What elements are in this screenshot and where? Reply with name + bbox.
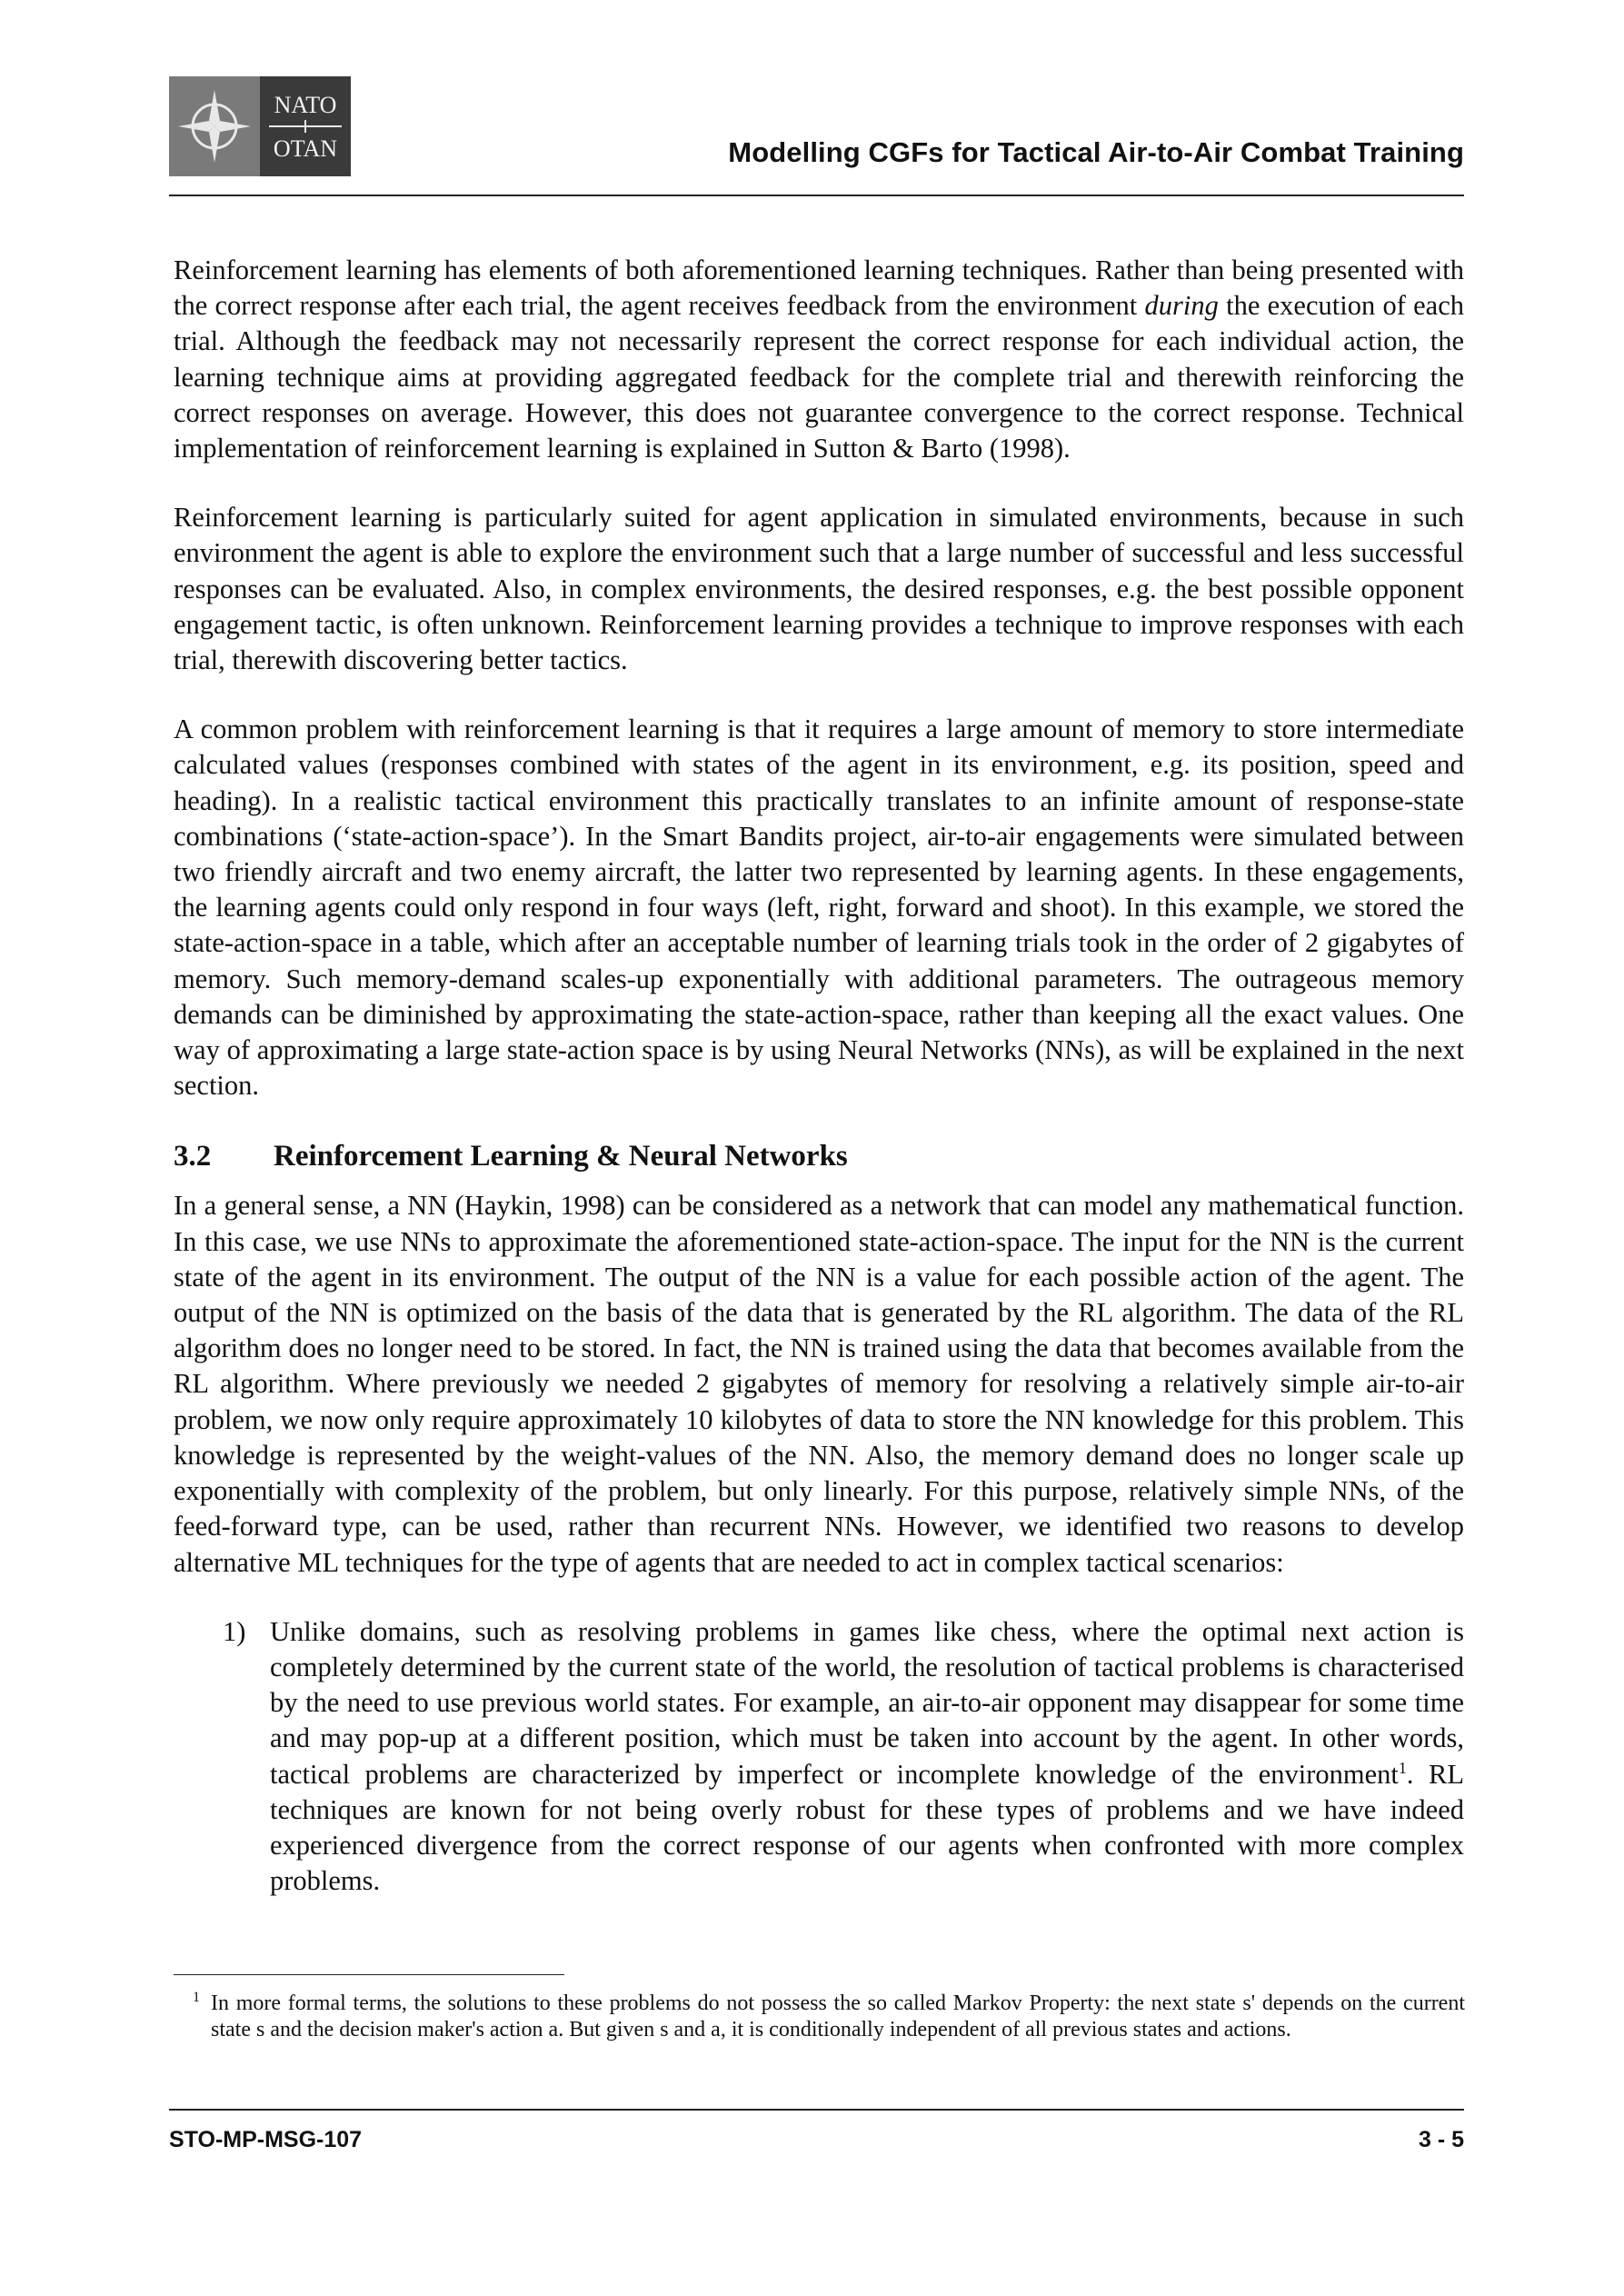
section-heading (174, 1137, 1464, 1175)
running-header-title: Modelling CGFs for Tactical Air-to-Air Combat Training (728, 136, 1464, 168)
header-rule (169, 195, 1464, 196)
footnote-rule (174, 1974, 564, 1975)
paragraph-1-emphasis: during (1144, 290, 1219, 322)
list-item-1-part-1: Unlike domains, such as resolving problems in games like chess, where the optimal next action is completely determined by the current state of the world, the resolution of tactical problems is characterised by the need to use previous world states. For example, an air-to-air opponent may disappear for some time and may pop-up at a different position, which must be taken into account by the agent. In other words, tactical problems are characterized by imperfect or incomplete knowledge of the environment (270, 1615, 1464, 1790)
logo-text-nato: NATO (274, 92, 337, 118)
nato-logo (169, 76, 351, 176)
footnote-reference-1: 1 (1398, 1758, 1407, 1777)
footer-page-number: 3 - 5 (1418, 2127, 1464, 2152)
paragraph-3: A common problem with reinforcement learning is that it requires a large amount of memory to store intermediate calculated values (responses combined with states of the agent in its environment, e.g. its position, speed and heading). In a realistic tactical environment this practically translates to an infinite amount of response-state combinations (‘state-action-space’). In the Smart Bandits project, air-to-air engagements were simulated between two friendly aircraft and two enemy aircraft, the latter two represented by learning agents. In these engagements, the learning agents could only respond in four ways (left, right, forward and shoot). In this example, we stored the state-action-space in a table, which after an acceptable number of learning trials took in the order of 2 gigabytes of memory. Such memory-demand scales-up exponentially with additional parameters. The outrageous memory demands can be diminished by approximating the state-action-space, rather than keeping all the exact values. One way of approximating a large state-action space is by using Neural Networks (NNs), as will be explained in the next section. (174, 714, 1464, 1102)
list-item-1-part-2: . RL techniques are known for not being overly robust for these types of problems and we have indeed experienced divergence from the correct response of our agents when confronted with more complex problems. (270, 1758, 1464, 1897)
footnote-1 (193, 1990, 1465, 2042)
paragraph-2: Reinforcement learning is particularly suited for agent application in simulated environments, because in such environment the agent is able to explore the environment such that a large number of successful and less successful responses can be evaluated. Also, in complex environments, the desired responses, e.g. the best possible opponent engagement tactic, is often unknown. Reinforcement learning provides a technique to improve responses with each trial, therewith discovering better tactics. (174, 502, 1464, 676)
section-number: 3.2 (174, 1140, 212, 1173)
list-item-1 (174, 1614, 1464, 1900)
paragraph-4: In a general sense, a NN (Haykin, 1998) can be considered as a network that can model any mathematical function. In this case, we use NNs to approximate the aforementioned state-action-space. The input for the NN is the current state of the agent in its environment. The output of the NN is a value for each possible action of the agent. The output of the NN is optimized on the basis of the data that is generated by the RL algorithm. The data of the RL algorithm does no longer need to be stored. In fact, the NN is trained using the data that becomes available from the RL algorithm. Where previously we needed 2 gigabytes of memory for resolving a relatively simple air-to-air problem, we now only require approximately 10 kilobytes of data to store the NN knowledge for this problem. This knowledge is represented by the weight-values of the NN. Also, the memory demand does no longer scale up exponentially with complexity of the problem, but only linearly. For this purpose, relatively simple NNs, of the feed-forward type, can be used, rather than recurrent NNs. However, we identified two reasons to develop alternative ML techniques for the type of agents that are needed to act in complex tactical scenarios: (174, 1190, 1464, 1578)
paragraph-1-part-2: the execution of each trial. Although the feedback may not necessarily represent the correct response for each individual action, the learning technique aims at providing aggregated feedback for the complete trial and therewith reinforcing the correct responses on average. However, this does not guarantee convergence to the correct response. Technical implementation of reinforcement learning is explained in Sutton & Barto (1998). (174, 290, 1464, 464)
footnote-mark: 1 (193, 1990, 200, 2005)
footer-document-id: STO-MP-MSG-107 (169, 2127, 363, 2152)
body-column (174, 253, 1464, 1899)
section-title: Reinforcement Learning & Neural Networks (274, 1140, 848, 1173)
paragraph-1 (174, 253, 1464, 466)
logo-text-otan: OTAN (273, 135, 338, 162)
paragraph-1-part-1: Reinforcement learning has elements of both aforementioned learning techniques. Rather than being presented with the correct response after each trial, the agent receives feedback from the environment (174, 255, 1464, 322)
footnote-text: In more formal terms, the solutions to these problems do not possess the so called Markov Property: the next state s' depends on the current state s and the decision maker's action a. But given s and a, it is conditionally independent of all previous states and actions. (211, 1992, 1465, 2041)
numbered-list (174, 1614, 1464, 1900)
list-item-1-marker: 1) (223, 1615, 246, 1647)
footer-rule (169, 2109, 1464, 2111)
